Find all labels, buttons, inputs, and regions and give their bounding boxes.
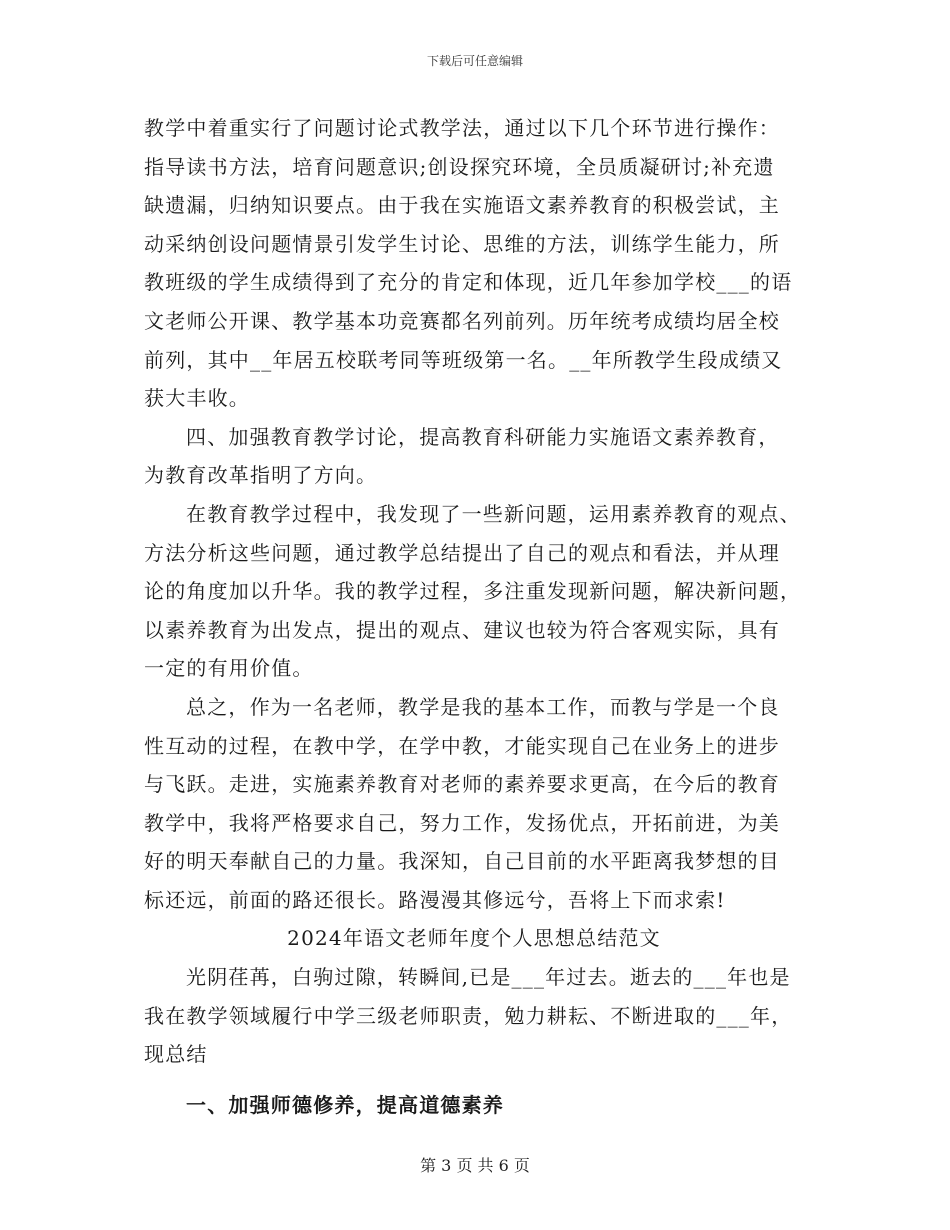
text-line: 动采纳创设问题情景引发学生讨论、思维的方法，训练学生能力，所 bbox=[144, 231, 780, 256]
text-line: 好的明天奉献自己的力量。我深知，自己目前的水平距离我梦想的目 bbox=[144, 849, 780, 874]
text-line: 教学中，我将严格要求自己，努力工作，发扬优点，开拓前进，为美 bbox=[144, 810, 780, 835]
section-heading: 一、加强师德修养，提高道德素养 bbox=[186, 1092, 504, 1117]
text-line: 四、加强教育教学讨论，提高教育科研能力实施语文素养教育， bbox=[186, 424, 780, 449]
text-line: 以素养教育为出发点，提出的观点、建议也较为符合客观实际，具有 bbox=[144, 617, 780, 642]
text-line: 教班级的学生成绩得到了充分的肯定和体现，近几年参加学校___的语 bbox=[144, 270, 793, 295]
text-line: 性互动的过程，在教中学，在学中教，才能实现自己在业务上的进步 bbox=[144, 733, 780, 758]
paragraph bbox=[144, 688, 814, 920]
text-line: 教学中着重实行了问题讨论式教学法，通过以下几个环节进行操作： bbox=[144, 116, 780, 140]
text-line: 指导读书方法，培育问题意识;创设探究环境，全员质凝研讨;补充遗 bbox=[144, 154, 775, 179]
text-line: 前列，其中__年居五校联考同等班级第一名。__年所教学生段成绩又 bbox=[144, 347, 783, 372]
text-line: 为教育改革指明了方向。 bbox=[144, 463, 378, 488]
section-title: 2024年语文老师年度个人思想总结范文 bbox=[287, 926, 661, 951]
text-line: 方法分析这些问题，通过教学总结提出了自己的观点和看法，并从理 bbox=[144, 540, 780, 565]
text-line: 获大丰收。 bbox=[144, 386, 250, 411]
paragraph bbox=[144, 109, 814, 418]
text-line: 论的角度加以升华。我的教学过程，多注重发现新问题，解决新问题， bbox=[144, 579, 802, 604]
document-body bbox=[144, 109, 814, 1124]
text-line: 一定的有用价值。 bbox=[144, 656, 314, 681]
text-line: 文老师公开课、教学基本功竞赛都名列前列。历年统考成绩均居全校 bbox=[144, 308, 780, 333]
page-header: 下载后可任意编辑 bbox=[426, 54, 523, 68]
paragraph bbox=[144, 495, 814, 688]
text-line: 与飞跃。走进，实施素养教育对老师的素养要求更高，在今后的教育 bbox=[144, 772, 780, 797]
text-line: 总之，作为一名老师，教学是我的基本工作，而教与学是一个良 bbox=[186, 694, 780, 719]
text-line: 光阴荏苒，白驹过隙，转瞬间,已是___年过去。逝去的___年也是 bbox=[186, 965, 791, 990]
page-number: 第 3 页 共 6 页 bbox=[420, 1156, 530, 1175]
paragraph bbox=[144, 418, 814, 495]
text-line: 缺遗漏，归纳知识要点。由于我在实施语文素养教育的积极尝试，主 bbox=[144, 193, 780, 218]
text-line: 在教育教学过程中，我发现了一些新问题，运用素养教育的观点、 bbox=[186, 501, 801, 526]
text-line: 现总结 bbox=[144, 1042, 208, 1067]
paragraph bbox=[144, 958, 814, 1074]
text-line: 我在教学领域履行中学三级老师职责，勉力耕耘、不断进取的___年， bbox=[144, 1003, 793, 1028]
text-line: 标还远，前面的路还很长。路漫漫其修远兮，吾将上下而求索! bbox=[144, 887, 726, 912]
